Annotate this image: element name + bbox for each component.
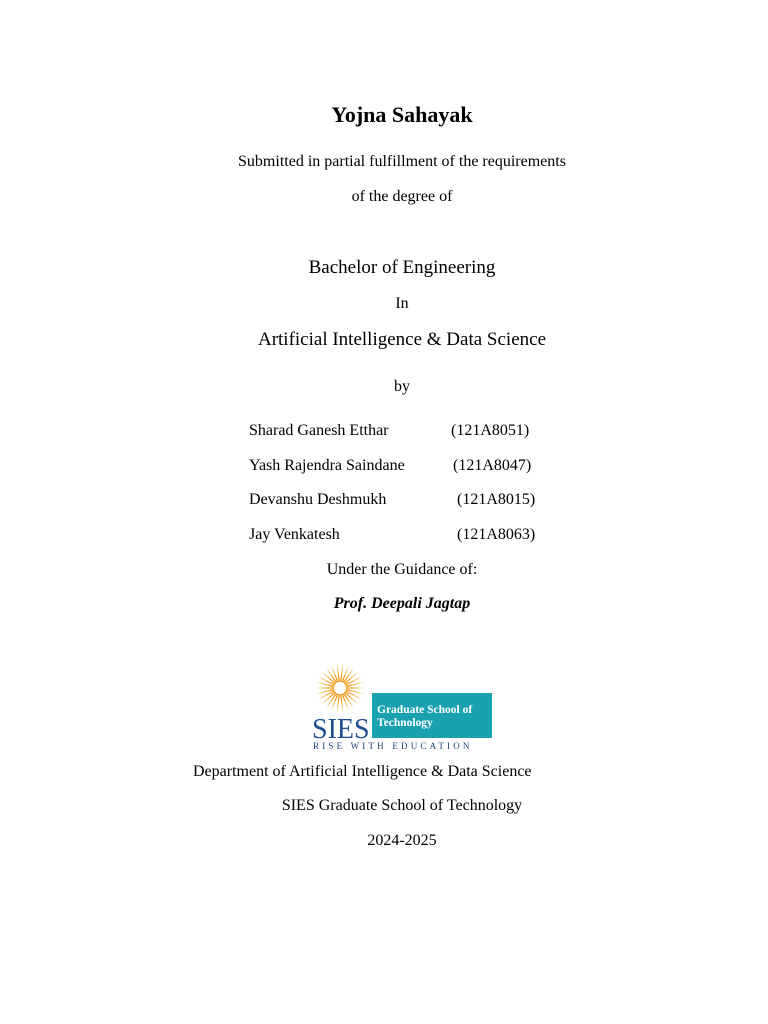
logo-acronym: SIES	[312, 714, 370, 745]
sun-ray	[337, 696, 340, 713]
sun-ray	[342, 695, 349, 711]
sun-ray	[337, 663, 340, 680]
sun-ray	[340, 696, 343, 713]
project-title: Yojna Sahayak	[331, 102, 473, 127]
logo-tagline: RISE WITH EDUCATION	[313, 741, 473, 751]
guide-name: Prof. Deepali Jagtap	[333, 595, 471, 612]
academic-year: 2024-2025	[367, 832, 437, 849]
sun-ray	[342, 665, 349, 681]
guidance-label: Under the Guidance of:	[326, 561, 478, 578]
student-name: Jay Venkatesh	[249, 526, 340, 543]
sun-ray	[340, 663, 343, 680]
sun-ray	[331, 695, 338, 711]
student-id: (121A8063)	[457, 526, 536, 543]
logo-box-line-1: Graduate School of	[377, 704, 473, 716]
sun-icon	[315, 663, 365, 713]
sun-core	[333, 681, 347, 695]
submission-line-2: of the degree of	[351, 188, 453, 205]
student-id: (121A8015)	[457, 491, 536, 508]
sies-logo	[309, 660, 495, 752]
student-id: (121A8047)	[453, 457, 532, 474]
branch-name: Artificial Intelligence & Data Science	[257, 329, 547, 350]
submission-line-1: Submitted in partial fulfillment of the requirements	[238, 153, 566, 170]
student-name: Yash Rajendra Saindane	[249, 457, 405, 474]
student-name: Sharad Ganesh Etthar	[249, 422, 389, 439]
department-text: Department of Artificial Intelligence & Data Science	[193, 763, 532, 780]
sun-ray	[348, 687, 365, 688]
student-name: Devanshu Deshmukh	[249, 491, 387, 508]
by-label: by	[394, 378, 410, 395]
logo-box-line-2: Technology	[377, 717, 433, 729]
degree-name: Bachelor of Engineering	[308, 257, 496, 278]
in-label: In	[395, 295, 409, 312]
school-name: SIES Graduate School of Technology	[281, 797, 523, 814]
student-id: (121A8051)	[451, 422, 530, 439]
sun-ray	[331, 665, 338, 681]
sun-ray	[315, 687, 332, 688]
